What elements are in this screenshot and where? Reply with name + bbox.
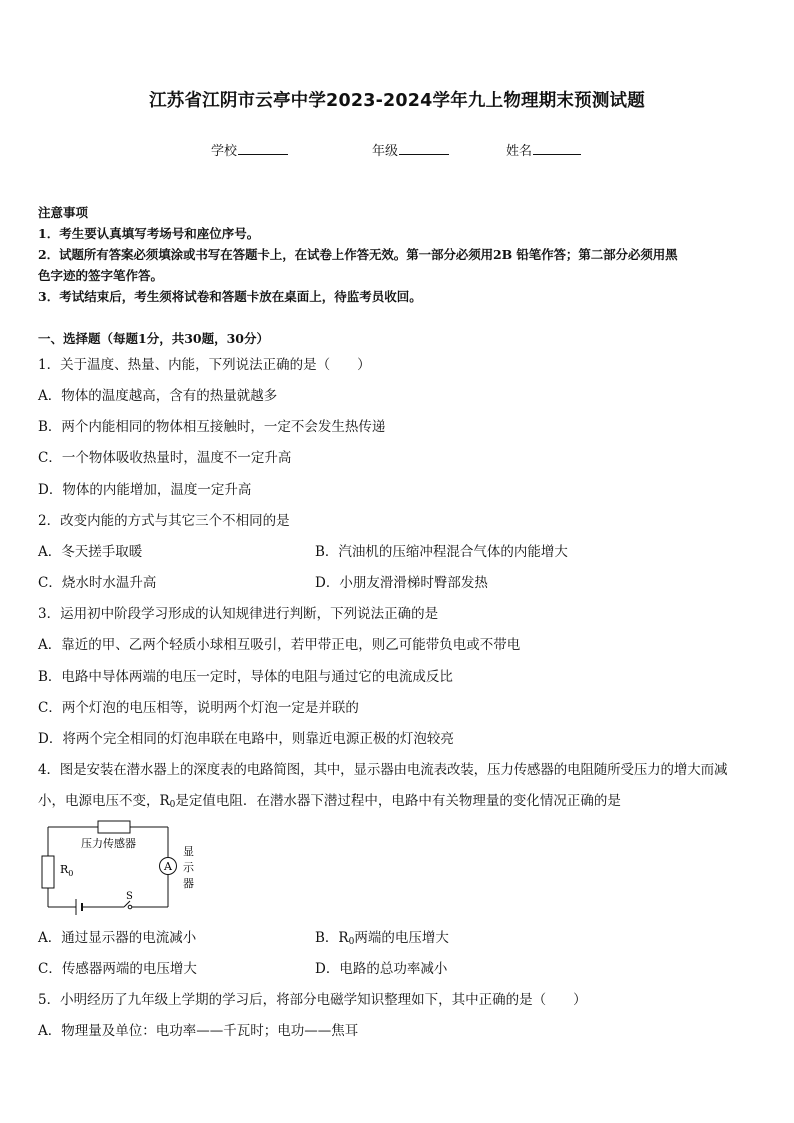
circuit-diagram [38,815,208,915]
q3-option-a: A．靠近的甲、乙两个轻质小球相互吸引，若甲带正电，则乙可能带负电或不带电 [38,637,521,653]
q4-option-b-text-a: B．R [315,930,349,946]
pressure-sensor-resistor [98,821,130,833]
r0-resistor [42,856,54,888]
school-label: 学校 [211,144,238,159]
q4-stem-text-a: 小，电源电压不变，R [38,793,170,809]
display-char-3: 器 [183,877,194,890]
q4-option-b-subscript: 0 [348,937,355,947]
grade-blank [399,140,449,155]
name-label: 姓名 [506,144,533,159]
name-blank [533,140,581,155]
q2-option-d: D．小朋友滑滑梯时臀部发热 [315,575,488,591]
display-char-2: 示 [183,861,194,874]
q1-option-c: C．一个物体吸收热量时，温度不一定升高 [38,450,292,466]
pressure-sensor-label: 压力传感器 [81,837,136,850]
notice-heading: 注意事项 [38,205,89,220]
q3-option-b: B．电路中导体两端的电压一定时，导体的电阻与通过它的电流成反比 [38,669,453,685]
display-char-1: 显 [183,845,194,858]
q2-option-b: B．汽油机的压缩冲程混合气体的内能增大 [315,544,568,560]
page-title: 江苏省江阴市云亭中学2023-2024学年九上物理期末预测试题 [149,91,645,111]
ammeter-symbol: A [164,860,172,873]
q3-option-d: D．将两个完全相同的灯泡串联在电路中，则靠近电源正极的灯泡较亮 [38,731,454,747]
q4-stem-text-b: 是定值电阻．在潜水器下潜过程中，电路中有关物理量的变化情况正确的是 [175,793,621,809]
notice-line-2: 2．试题所有答案必须填涂或书写在答题卡上，在试卷上作答无效。第一部分必须用2B 铅笔作答；第二部分必须用黑 [38,247,678,262]
q1-option-a: A．物体的温度越高，含有的热量就越多 [38,388,278,404]
q4-option-b [315,926,449,947]
school-blank [238,140,288,155]
section-heading: 一、选择题（每题1分，共30题，30分） [38,331,269,346]
q2-stem: 2．改变内能的方式与其它三个不相同的是 [38,513,290,529]
q2-option-c: C．烧水时水温升高 [38,575,157,591]
switch-label: S [126,891,133,902]
q3-option-c: C．两个灯泡的电压相等，说明两个灯泡一定是并联的 [38,700,359,716]
grade-label: 年级 [372,144,399,159]
grade-field [372,140,449,159]
q1-option-d: D．物体的内能增加，温度一定升高 [38,482,252,498]
school-field [211,140,288,159]
r0-label-sub: 0 [68,869,74,878]
q3-stem: 3．运用初中阶段学习形成的认知规律进行判断，下列说法正确的是 [38,606,439,622]
q1-option-b: B．两个内能相同的物体相互接触时，一定不会发生热传递 [38,419,386,435]
switch-contact [128,905,132,909]
notice-line-2-cont: 色字迹的签字笔作答。 [38,268,164,283]
q4-option-b-text-b: 两端的电压增大 [354,930,449,946]
notice-line-3: 3．考试结束后，考生须将试卷和答题卡放在桌面上，待监考员收回。 [38,289,422,304]
q4-option-c: C．传感器两端的电压增大 [38,961,197,977]
q5-stem: 5．小明经历了九年级上学期的学习后，将部分电磁学知识整理如下，其中正确的是（ ） [38,992,587,1008]
q5-option-a: A．物理量及单位：电功率——千瓦时；电功——焦耳 [38,1023,359,1039]
q4-stem-subscript: 0 [169,800,176,810]
r0-label-r: R [60,863,69,876]
q4-option-a: A．通过显示器的电流减小 [38,930,197,946]
q2-option-a: A．冬天搓手取暖 [38,544,143,560]
notice-line-1: 1．考生要认真填写考场号和座位序号。 [38,226,260,241]
r0-label [60,863,73,878]
q4-stem-line-1: 4．图是安装在潜水器上的深度表的电路简图，其中，显示器由电流表改装，压力传感器的电阻随所受压力的增大而减 [38,762,728,778]
q4-stem-line-2 [38,789,621,810]
q1-stem: 1．关于温度、热量、内能，下列说法正确的是（ ） [38,357,371,373]
q4-option-d: D．电路的总功率减小 [315,961,448,977]
name-field [506,140,581,159]
